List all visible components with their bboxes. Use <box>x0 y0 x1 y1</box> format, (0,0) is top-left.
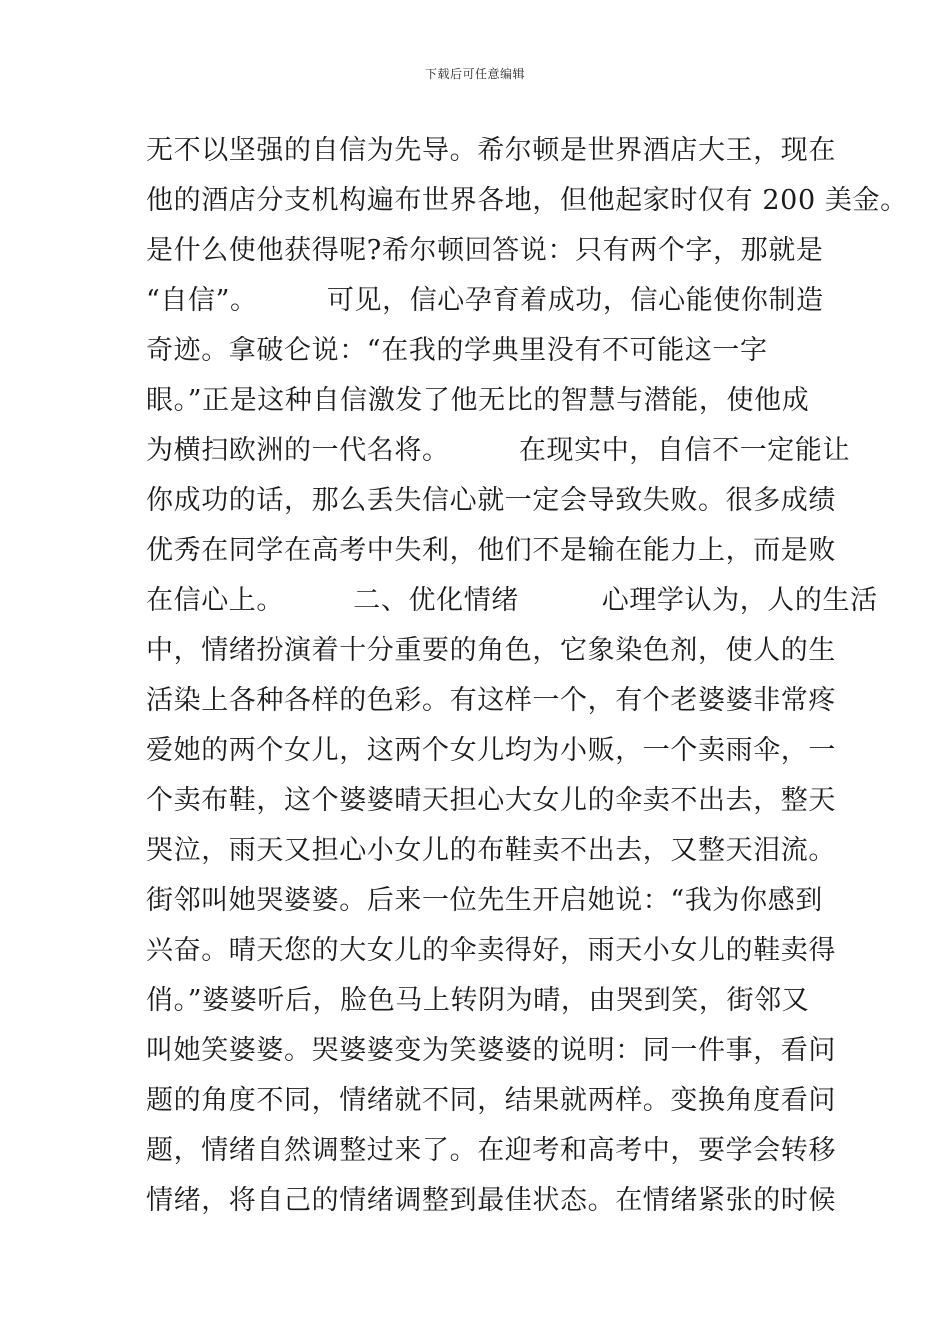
text-line: 叫她笑婆婆。哭婆婆变为笑婆婆的说明：同一件事，看问 <box>146 1035 836 1066</box>
body-text <box>146 128 908 1228</box>
text-line: 是什么使他获得呢?希尔顿回答说：只有两个字，那就是 <box>146 235 824 266</box>
text-line: 情绪，将自己的情绪调整到最佳状态。在情绪紧张的时候 <box>146 1185 836 1216</box>
text-line: 俏。”婆婆听后，脸色马上转阴为晴，由哭到笑，街邻又 <box>146 985 810 1016</box>
text-line: 奇迹。拿破仑说：“在我的学典里没有不可能这一字 <box>146 335 768 366</box>
text-line: 为横扫欧洲的一代名将。 在现实中，自信不一定能让 <box>146 435 851 466</box>
page-header-note: 下载后可任意编辑 <box>424 67 525 81</box>
text-line: 你成功的话，那么丢失信心就一定会导致失败。很多成绩 <box>146 485 836 516</box>
text-line: 爱她的两个女儿，这两个女儿均为小贩，一个卖雨伞，一 <box>146 735 836 766</box>
text-line: 优秀在同学在高考中失利，他们不是输在能力上，而是败 <box>146 535 836 566</box>
text-line: 题的角度不同，情绪就不同，结果就两样。变换角度看问 <box>146 1085 836 1116</box>
text-line: 兴奋。晴天您的大女儿的伞卖得好，雨天小女儿的鞋卖得 <box>146 935 836 966</box>
text-line: 他的酒店分支机构遍布世界各地，但他起家时仅有 200 美金。 <box>146 185 908 216</box>
text-line: 活染上各种各样的色彩。有这样一个，有个老婆婆非常疼 <box>146 685 836 716</box>
text-line: 中，情绪扮演着十分重要的角色，它象染色剂，使人的生 <box>146 635 836 666</box>
text-line: 街邻叫她哭婆婆。后来一位先生开启她说：“我为你感到 <box>146 885 823 916</box>
text-line: 题，情绪自然调整过来了。在迎考和高考中，要学会转移 <box>146 1135 836 1166</box>
text-line: 在信心上。 二、优化情绪 心理学认为，人的生活 <box>146 585 878 616</box>
text-line: 哭泣，雨天又担心小女儿的布鞋卖不出去，又整天泪流。 <box>146 835 836 866</box>
text-line: 无不以坚强的自信为先导。希尔顿是世界酒店大王，现在 <box>146 135 836 166</box>
text-line: 个卖布鞋，这个婆婆晴天担心大女儿的伞卖不出去，整天 <box>146 785 836 816</box>
text-line: “自信”。 可见，信心孕育着成功，信心能使你制造 <box>146 285 824 316</box>
text-line: 眼。”正是这种自信激发了他无比的智慧与潜能，使他成 <box>146 385 810 416</box>
